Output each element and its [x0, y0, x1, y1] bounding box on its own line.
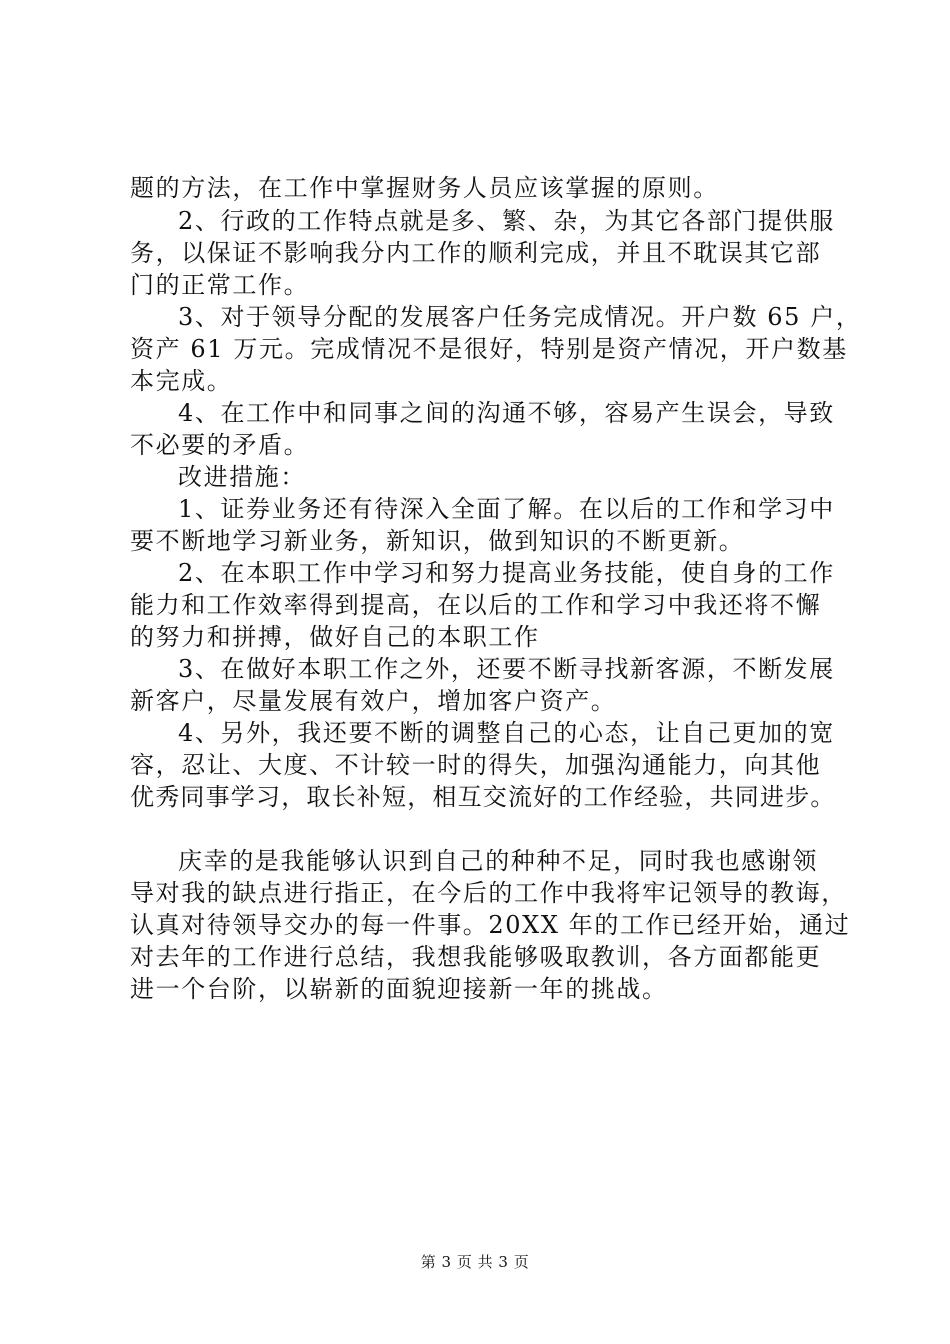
text-line: 要不断地学习新业务，新知识，做到知识的不断更新。 — [130, 527, 745, 555]
text-line: 庆幸的是我能够认识到自己的种种不足，同时我也感谢领 — [178, 847, 818, 875]
text-line: 题的方法，在工作中掌握财务人员应该掌握的原则。 — [130, 174, 719, 202]
text-line: 务，以保证不影响我分内工作的顺利完成，并且不耽误其它部 — [130, 239, 822, 267]
text-line: 4、在工作中和同事之间的沟通不够，容易产生误会，导致 — [178, 399, 835, 427]
text-line: 门的正常工作。 — [130, 271, 310, 299]
text-line: 1、证券业务还有待深入全面了解。在以后的工作和学习中 — [178, 495, 835, 523]
text-line: 优秀同事学习，取长补短，相互交流好的工作经验，共同进步。 — [130, 783, 836, 811]
text-line: 不必要的矛盾。 — [130, 431, 310, 459]
text-line: 容，忍让、大度、不计较一时的得失，加强沟通能力，向其他 — [130, 751, 822, 779]
text-line: 本完成。 — [130, 367, 233, 395]
section-heading: 改进措施： — [178, 463, 306, 491]
text-line: 4、另外，我还要不断的调整自己的心态，让自己更加的宽 — [178, 719, 835, 747]
text-line: 导对我的缺点进行指正，在今后的工作中我将牢记领导的教诲， — [130, 879, 847, 907]
text-line: 2、在本职工作中学习和努力提高业务技能，使自身的工作 — [178, 559, 835, 587]
text-line: 资产 61 万元。完成情况不是很好，特别是资产情况，开户数基 — [130, 335, 848, 363]
text-line: 对去年的工作进行总结，我想我能够吸取教训，各方面都能更 — [130, 943, 822, 971]
text-line: 的努力和拼搏，做好自己的本职工作 — [130, 623, 540, 651]
text-line: 新客户，尽量发展有效户，增加客户资产。 — [130, 687, 617, 715]
text-line: 能力和工作效率得到提高，在以后的工作和学习中我还将不懈 — [130, 591, 822, 619]
text-line: 认真对待领导交办的每一件事。20XX 年的工作已经开始，通过 — [130, 911, 851, 939]
page-number-footer: 第 3 页 共 3 页 — [420, 1253, 530, 1271]
text-line: 3、在做好本职工作之外，还要不断寻找新客源，不断发展 — [178, 655, 835, 683]
text-line: 3、对于领导分配的发展客户任务完成情况。开户数 65 户， — [178, 303, 862, 331]
text-line: 2、行政的工作特点就是多、繁、杂，为其它各部门提供服 — [178, 207, 835, 235]
text-line: 进一个台阶，以崭新的面貌迎接新一年的挑战。 — [130, 975, 668, 1003]
